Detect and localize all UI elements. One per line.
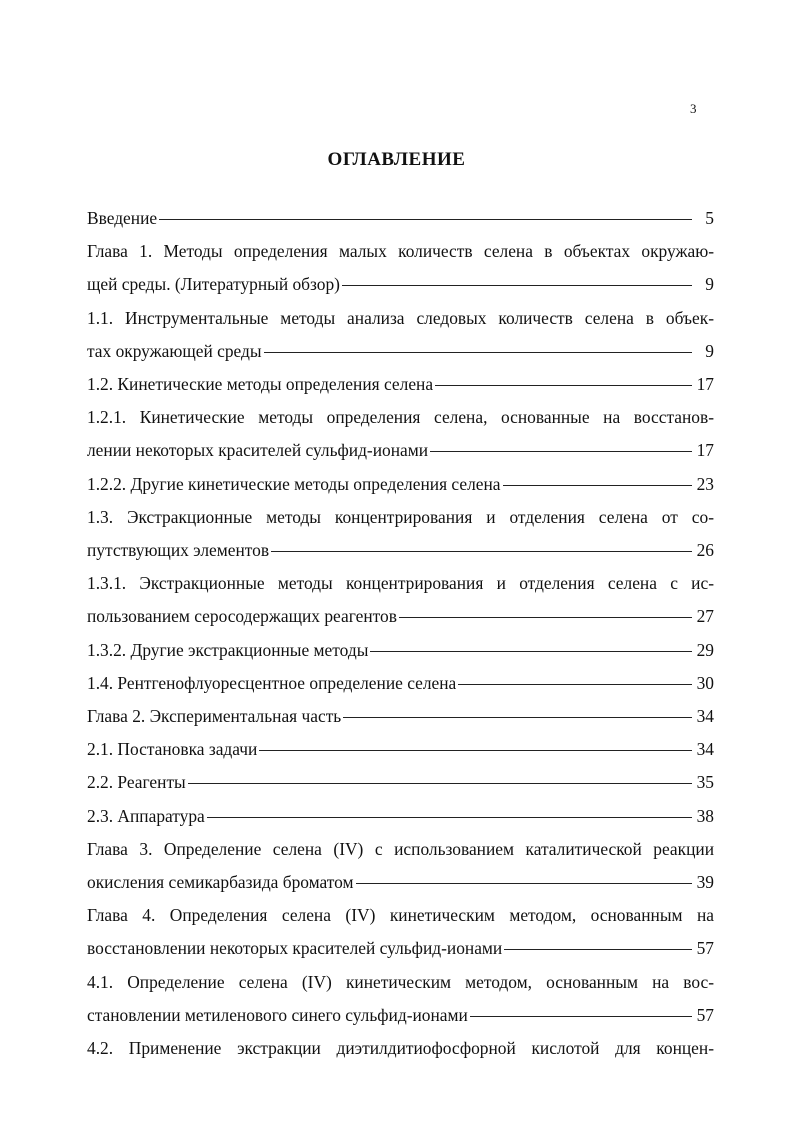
toc-page-number: 29 <box>696 639 714 660</box>
toc-entry-text: 1.2.2. Другие кинетические методы определения селена <box>87 473 501 494</box>
toc-line <box>87 999 714 1032</box>
toc-entry-text: становлении метиленового синего сульфид-ионами <box>87 1004 468 1025</box>
toc-page-number: 30 <box>696 672 714 693</box>
dot-leader <box>207 817 692 818</box>
toc-line <box>87 634 714 667</box>
dot-leader <box>271 551 692 552</box>
page-number: 3 <box>690 101 697 116</box>
dot-leader <box>343 717 692 718</box>
toc-line <box>87 202 714 235</box>
toc-page-number: 5 <box>705 208 714 228</box>
toc-entry <box>87 567 714 633</box>
dot-leader <box>370 651 692 652</box>
toc-line <box>87 667 714 700</box>
toc-entry <box>87 833 714 899</box>
toc-entry <box>87 468 714 501</box>
toc-entry-text: Введение <box>87 208 158 228</box>
toc-entry <box>87 235 714 301</box>
toc-page-number: 35 <box>696 772 714 793</box>
dot-leader <box>159 219 692 220</box>
toc-line <box>87 335 714 368</box>
dot-leader <box>504 949 692 950</box>
toc-page-number: 27 <box>696 606 714 627</box>
toc-entry-text: щей среды. (Литературный обзор) <box>87 274 340 295</box>
toc-line <box>87 534 714 567</box>
toc-entry <box>87 800 714 833</box>
dot-leader <box>342 285 692 286</box>
toc-line <box>87 800 714 833</box>
toc-entry-text: 1.3.1. Экстракционные методы концентрирования и отделения селена с ис- <box>87 573 714 594</box>
toc-entry <box>87 501 714 567</box>
toc-page-number: 17 <box>696 440 714 461</box>
toc-line <box>87 932 714 965</box>
dot-leader <box>264 352 692 353</box>
toc-entry-text: Глава 3. Определение селена (IV) с использованием каталитической реакции <box>87 838 714 859</box>
toc-entry <box>87 700 714 733</box>
toc-line <box>87 434 714 467</box>
toc-entry-text: восстановлении некоторых красителей сульфид-ионами <box>87 938 503 959</box>
toc-entry <box>87 634 714 667</box>
toc-entry-text: 1.4. Рентгенофлуоресцентное определение селена <box>87 672 457 693</box>
toc-entry-text: Глава 1. Методы определения малых количеств селена в объектах окружаю- <box>87 241 714 262</box>
toc-page-number: 23 <box>696 473 714 494</box>
toc-page-number: 34 <box>696 739 714 760</box>
toc-line <box>87 866 714 899</box>
toc-page-number: 17 <box>696 374 714 395</box>
toc-entry-text: тах окружающей среды <box>87 340 262 361</box>
toc-entry <box>87 202 714 235</box>
toc-line <box>87 368 714 401</box>
dot-leader <box>399 617 692 618</box>
dot-leader <box>356 883 692 884</box>
toc-entry-text: 4.1. Определение селена (IV) кинетическим методом, основанным на вос- <box>87 971 714 992</box>
toc-line <box>87 268 714 301</box>
toc-page-number: 39 <box>696 872 714 893</box>
toc-entry-text: Глава 2. Экспериментальная часть <box>87 706 342 727</box>
toc-entry-text: лении некоторых красителей сульфид-ионами <box>87 440 429 461</box>
toc-entry-text: 1.3.2. Другие экстракционные методы <box>87 639 369 660</box>
dot-leader <box>430 451 692 452</box>
toc-entry-text: 2.1. Постановка задачи <box>87 739 258 760</box>
toc-entry-text: 4.2. Применение экстракции диэтилдитиофосфорной кислотой для концен- <box>87 1038 714 1059</box>
toc-page-number: 9 <box>705 274 714 295</box>
toc-entry <box>87 899 714 965</box>
toc-entry-text: 2.2. Реагенты <box>87 772 186 793</box>
toc-entry <box>87 368 714 401</box>
toc-page-number: 34 <box>696 706 714 727</box>
toc-entry <box>87 401 714 467</box>
toc-page-number: 57 <box>696 938 714 959</box>
toc-page-number: 9 <box>705 340 714 361</box>
toc-line <box>87 700 714 733</box>
toc-entry <box>87 766 714 799</box>
dot-leader <box>259 750 692 751</box>
dot-leader <box>458 684 692 685</box>
toc-page-number: 38 <box>696 805 714 826</box>
toc-entry-text: 1.1. Инструментальные методы анализа следовых количеств селена в объек- <box>87 307 714 328</box>
dot-leader <box>188 783 692 784</box>
toc-entry-text: 1.2. Кинетические методы определения селена <box>87 374 434 395</box>
toc-entry-text: пользованием серосодержащих реагентов <box>87 606 397 627</box>
toc-entry <box>87 667 714 700</box>
toc-entry-text: 2.3. Аппаратура <box>87 805 205 826</box>
dot-leader <box>503 485 693 486</box>
toc-line <box>87 600 714 633</box>
toc-entry <box>87 733 714 766</box>
toc-entry <box>87 1032 714 1065</box>
toc-line <box>87 766 714 799</box>
toc-entry-text: 1.2.1. Кинетические методы определения селена, основанные на восстанов- <box>87 407 714 428</box>
table-of-contents <box>87 202 714 1065</box>
toc-line <box>87 733 714 766</box>
toc-entry-text: путствующих элементов <box>87 540 270 561</box>
toc-entry-text: 1.3. Экстракционные методы концентрирования и отделения селена от со- <box>87 506 714 527</box>
toc-entry <box>87 966 714 1032</box>
toc-line <box>87 468 714 501</box>
toc-page-number: 57 <box>696 1004 714 1025</box>
toc-entry-text: Глава 4. Определения селена (IV) кинетическим методом, основанным на <box>87 905 714 926</box>
dot-leader <box>470 1016 692 1017</box>
page-title: ОГЛАВЛЕНИЕ <box>327 149 466 170</box>
toc-page-number: 26 <box>696 540 714 561</box>
toc-entry-text: окисления семикарбазида броматом <box>87 872 354 893</box>
toc-entry <box>87 302 714 368</box>
dot-leader <box>435 385 692 386</box>
